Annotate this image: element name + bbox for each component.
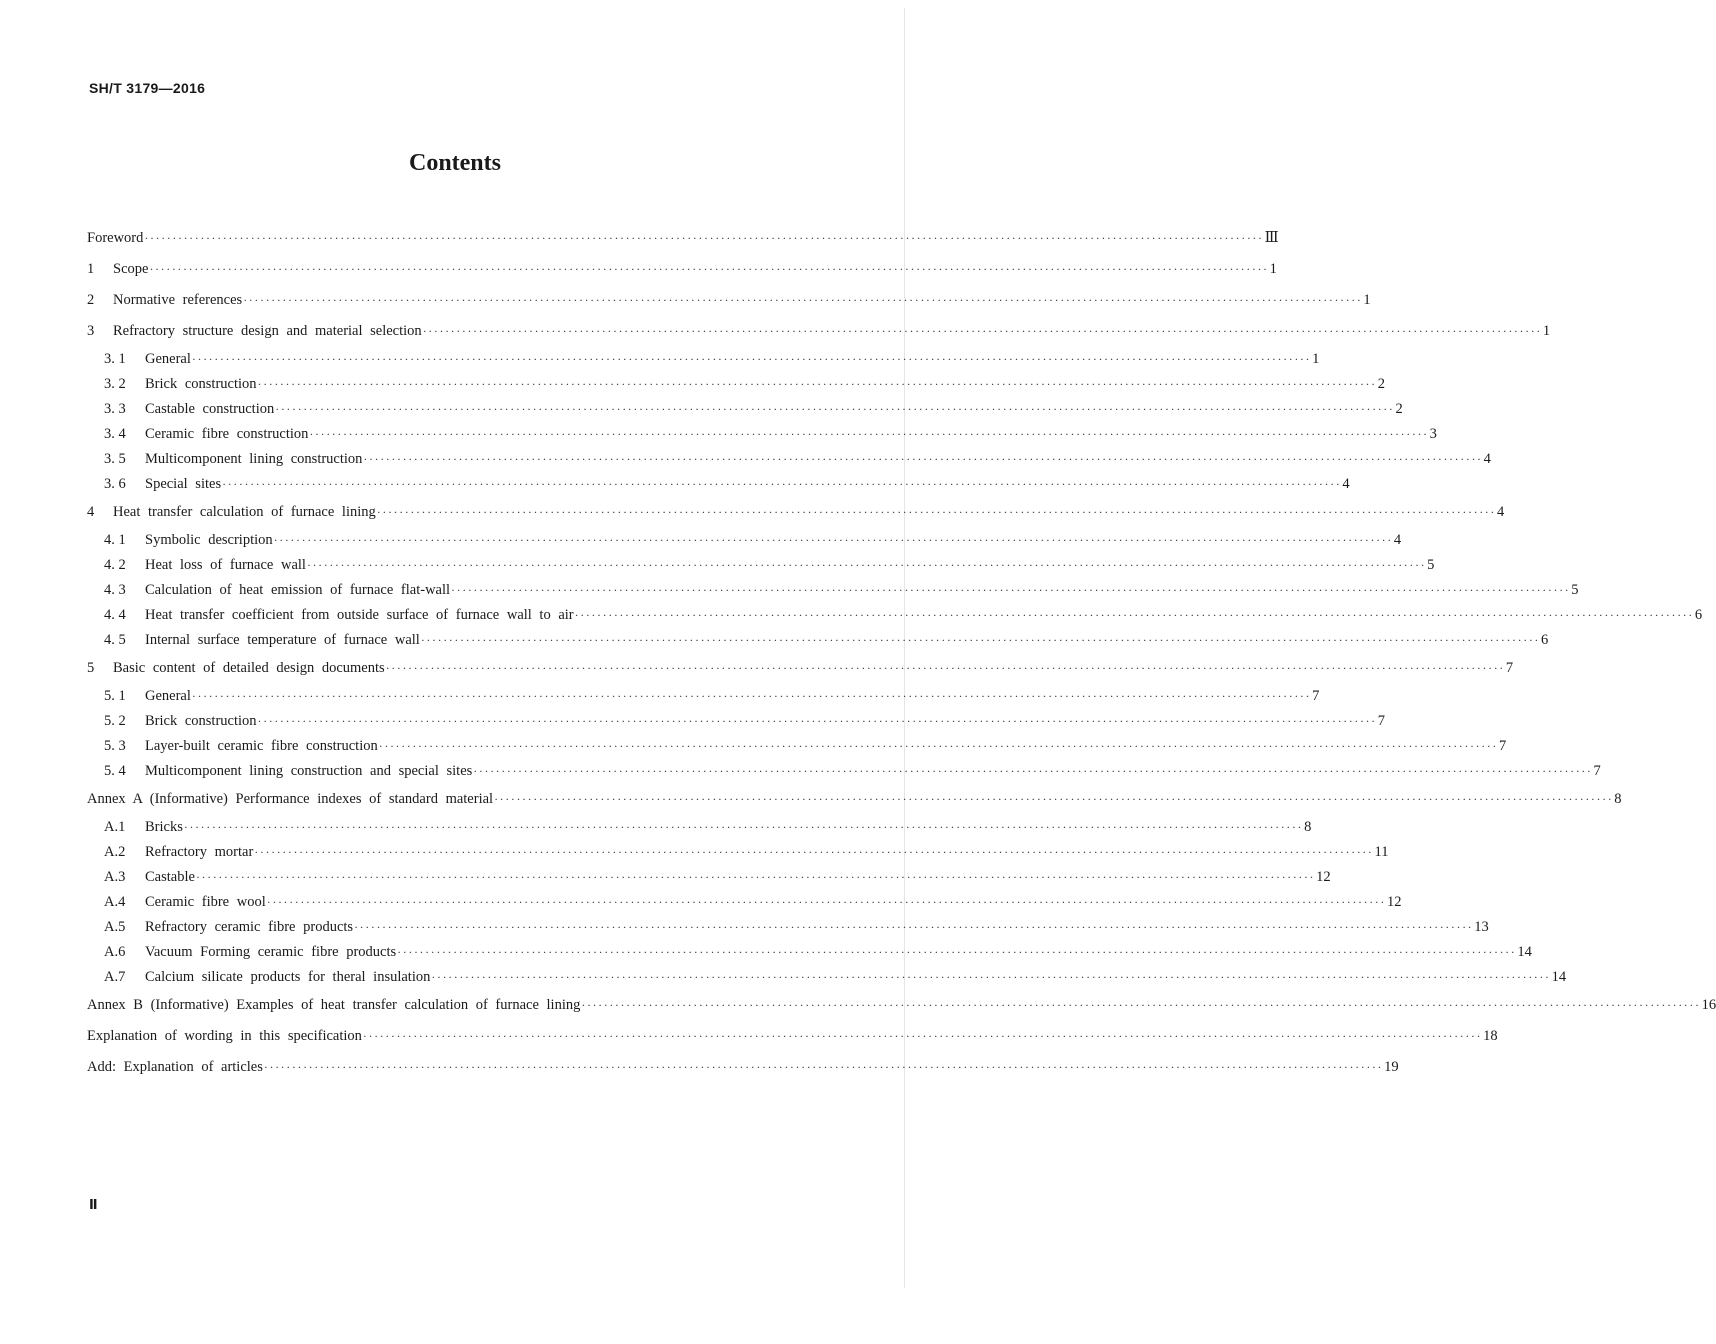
dot-leader: ········································································································································································································: [266, 895, 1386, 909]
toc-entry[interactable]: [87, 528, 1402, 553]
toc-entry-label: Brick construction: [145, 713, 257, 729]
dot-leader: ········································································································································································································: [376, 505, 1496, 519]
toc-entry[interactable]: [87, 1021, 1498, 1052]
dot-leader: ········································································································································································································: [149, 262, 1269, 276]
toc-entry-label: Brick construction: [145, 376, 257, 392]
toc-entry[interactable]: [87, 254, 1277, 285]
toc-entry-page: 4: [1496, 504, 1505, 520]
toc-entry[interactable]: [87, 603, 1703, 628]
toc-entry[interactable]: [87, 990, 1716, 1021]
toc-entry-label: Vacuum Forming ceramic fibre products: [145, 944, 397, 960]
toc-entry-page: Ⅲ: [1264, 230, 1279, 246]
dot-leader: ········································································································································································································: [195, 870, 1316, 884]
toc-entry[interactable]: [87, 890, 1402, 915]
toc-entry-label: General: [145, 351, 191, 367]
toc-entry-label: Explanation of wording in this specification: [87, 1028, 362, 1044]
dot-leader: ········································································································································································································: [191, 352, 1312, 366]
toc-entry-label: Multicomponent lining construction: [145, 451, 363, 467]
dot-leader: ········································································································································································································: [306, 558, 1427, 572]
document-code: SH/T 3179—2016: [89, 80, 206, 96]
page-edge-line: [904, 8, 905, 1288]
toc-entry[interactable]: [87, 422, 1437, 447]
toc-entry[interactable]: [87, 578, 1579, 603]
toc-entry[interactable]: [87, 372, 1385, 397]
dot-leader: ········································································································································································································: [257, 714, 1377, 728]
toc-entry-page: 6: [1541, 632, 1549, 648]
dot-leader: ········································································································································································································: [385, 661, 1505, 675]
toc-entry-page: 12: [1316, 869, 1331, 885]
toc-entry-page: 1: [1312, 351, 1320, 367]
dot-leader: ········································································································································································································: [257, 377, 1377, 391]
toc-entry-number: 5. 3: [104, 738, 126, 754]
dot-leader: ········································································································································································································: [183, 820, 1304, 834]
toc-entry-page: 13: [1474, 919, 1489, 935]
toc-entry[interactable]: [87, 653, 1514, 684]
toc-entry-number: A.2: [104, 844, 126, 860]
toc-entry-label: General: [145, 688, 191, 704]
toc-entry-page: 7: [1377, 713, 1385, 729]
toc-entry-label: Heat transfer calculation of furnace lining: [113, 504, 376, 520]
toc-entry-page: 7: [1505, 660, 1514, 676]
toc-entry-label: Refractory mortar: [145, 844, 254, 860]
dot-leader: ········································································································································································································: [363, 452, 1483, 466]
toc-entry-label: Foreword: [87, 230, 144, 246]
toc-entry-label: Heat transfer coefficient from outside surface of furnace wall to air: [145, 607, 574, 623]
toc-entry-page: 8: [1614, 791, 1622, 807]
toc-entry-page: 19: [1384, 1059, 1399, 1075]
toc-entry-page: 4: [1393, 532, 1402, 548]
toc-entry-number: 3. 3: [104, 401, 126, 417]
dot-leader: ········································································································································································································: [273, 533, 1393, 547]
toc-entry-page: 4: [1342, 476, 1350, 492]
toc-entry-label: Castable construction: [145, 401, 275, 417]
toc-entry-label: Basic content of detailed design documents: [113, 660, 385, 676]
toc-entry[interactable]: [87, 285, 1371, 316]
toc-entry-page: 1: [1269, 261, 1277, 277]
toc-entry-label: Annex B (Informative) Examples of heat transfer calculation of furnace lining: [87, 997, 581, 1013]
toc-entry-label: Scope: [113, 261, 149, 277]
toc-entry-page: 7: [1593, 763, 1601, 779]
toc-entry-page: 1: [1542, 323, 1551, 339]
toc-entry[interactable]: [87, 1052, 1399, 1083]
toc-entry[interactable]: [87, 759, 1601, 784]
dot-leader: ········································································································································································································: [243, 293, 1363, 307]
toc-entry-label: Special sites: [145, 476, 222, 492]
toc-entry-label: Ceramic fibre construction: [145, 426, 309, 442]
toc-entry[interactable]: [87, 840, 1389, 865]
toc-entry-number: 1: [87, 261, 95, 277]
toc-entry-label: Internal surface temperature of furnace wall: [145, 632, 420, 648]
dot-leader: ········································································································································································································: [222, 477, 1342, 491]
toc-entry[interactable]: [87, 397, 1403, 422]
footer-page-number: Ⅱ: [89, 1197, 98, 1212]
toc-entry-page: 5: [1571, 582, 1579, 598]
toc-entry-label: Normative references: [113, 292, 243, 308]
dot-leader: ········································································································································································································: [144, 231, 1264, 245]
toc-entry-number: 3. 1: [104, 351, 126, 367]
toc-entry-number: 4. 1: [104, 532, 126, 548]
toc-entry-page: 14: [1517, 944, 1532, 960]
toc-entry-number: 4. 4: [104, 607, 126, 623]
toc-entry-number: 4. 2: [104, 557, 126, 573]
dot-leader: ········································································································································································································: [354, 920, 1474, 934]
toc-entry-page: 5: [1427, 557, 1435, 573]
dot-leader: ········································································································································································································: [263, 1060, 1384, 1074]
toc-entry-label: Castable: [145, 869, 195, 885]
table-of-contents: [87, 223, 1716, 1083]
toc-entry-page: 1: [1363, 292, 1371, 308]
dot-leader: ········································································································································································································: [309, 427, 1429, 441]
toc-entry[interactable]: [87, 347, 1320, 372]
dot-leader: ········································································································································································································: [362, 1029, 1483, 1043]
toc-entry[interactable]: [87, 965, 1567, 990]
toc-entry[interactable]: [87, 734, 1507, 759]
toc-entry-page: 7: [1498, 738, 1507, 754]
toc-entry-number: 4: [87, 504, 95, 520]
toc-entry-number: 4. 3: [104, 582, 126, 598]
toc-entry-number: 3. 2: [104, 376, 126, 392]
toc-entry[interactable]: [87, 684, 1320, 709]
toc-entry-number: A.1: [104, 819, 126, 835]
toc-entry-number: A.3: [104, 869, 126, 885]
dot-leader: ········································································································································································································: [191, 689, 1312, 703]
toc-entry-number: A.6: [104, 944, 126, 960]
toc-entry-label: Calculation of heat emission of furnace flat-wall: [145, 582, 451, 598]
toc-entry-number: 4. 5: [104, 632, 126, 648]
toc-entry-label: Multicomponent lining construction and special sites: [145, 763, 473, 779]
toc-entry-page: 4: [1483, 451, 1491, 467]
dot-leader: ········································································································································································································: [574, 608, 1694, 622]
toc-entry-page: 2: [1377, 376, 1385, 392]
toc-entry-number: 2: [87, 292, 95, 308]
dot-leader: ········································································································································································································: [420, 633, 1541, 647]
toc-entry-page: 18: [1483, 1028, 1498, 1044]
toc-entry-number: 5. 1: [104, 688, 126, 704]
toc-entry-page: 2: [1395, 401, 1403, 417]
dot-leader: ········································································································································································································: [451, 583, 1571, 597]
toc-entry[interactable]: [87, 553, 1435, 578]
toc-entry[interactable]: [87, 784, 1622, 815]
dot-leader: ········································································································································································································: [494, 792, 1614, 806]
toc-entry-number: A.7: [104, 969, 126, 985]
toc-entry-number: 5. 2: [104, 713, 126, 729]
toc-entry-number: 3. 5: [104, 451, 126, 467]
toc-entry[interactable]: [87, 815, 1312, 840]
toc-entry-page: 3: [1429, 426, 1437, 442]
page-title: Contents: [408, 150, 501, 176]
toc-entry[interactable]: [87, 316, 1551, 347]
toc-entry[interactable]: [87, 628, 1549, 653]
toc-entry-page: 14: [1551, 969, 1567, 985]
toc-entry-page: 8: [1304, 819, 1312, 835]
toc-entry-label: Calcium silicate products for theral insulation: [145, 969, 431, 985]
dot-leader: ········································································································································································································: [581, 998, 1701, 1012]
toc-entry[interactable]: [87, 865, 1331, 890]
dot-leader: ········································································································································································································: [254, 845, 1374, 859]
toc-entry-page: 6: [1694, 607, 1703, 623]
toc-entry-number: 3. 6: [104, 476, 126, 492]
dot-leader: ········································································································································································································: [431, 970, 1551, 984]
toc-entry[interactable]: [87, 915, 1489, 940]
toc-entry-label: Ceramic fibre wool: [145, 894, 266, 910]
dot-leader: ········································································································································································································: [397, 945, 1517, 959]
toc-entry-label: Heat loss of furnace wall: [145, 557, 306, 573]
toc-entry-label: Symbolic description: [145, 532, 273, 548]
toc-entry-number: 3. 4: [104, 426, 126, 442]
toc-entry-label: Bricks: [145, 819, 183, 835]
toc-entry-label: Refractory ceramic fibre products: [145, 919, 354, 935]
toc-entry[interactable]: [87, 709, 1385, 734]
toc-entry[interactable]: [87, 447, 1491, 472]
toc-entry-label: Annex A (Informative) Performance indexes of standard material: [87, 791, 494, 807]
toc-entry-label: Add: Explanation of articles: [87, 1059, 263, 1075]
toc-entry[interactable]: [87, 472, 1350, 497]
toc-entry-number: 5. 4: [104, 763, 126, 779]
toc-entry-page: 7: [1312, 688, 1320, 704]
toc-entry-page: 16: [1701, 997, 1716, 1013]
toc-entry-page: 11: [1374, 844, 1389, 860]
toc-entry-page: 12: [1386, 894, 1402, 910]
toc-entry-number: A.4: [104, 894, 126, 910]
dot-leader: ········································································································································································································: [473, 764, 1593, 778]
dot-leader: ········································································································································································································: [378, 739, 1498, 753]
toc-entry-number: 5: [87, 660, 95, 676]
toc-entry-number: 3: [87, 323, 95, 339]
dot-leader: ········································································································································································································: [422, 324, 1542, 338]
toc-entry-label: Layer-built ceramic fibre construction: [145, 738, 378, 754]
dot-leader: ········································································································································································································: [275, 402, 1395, 416]
toc-entry-number: A.5: [104, 919, 126, 935]
toc-entry-label: Refractory structure design and material selection: [113, 323, 422, 339]
toc-entry[interactable]: [87, 940, 1532, 965]
toc-entry[interactable]: [87, 497, 1505, 528]
toc-entry[interactable]: [87, 223, 1279, 254]
